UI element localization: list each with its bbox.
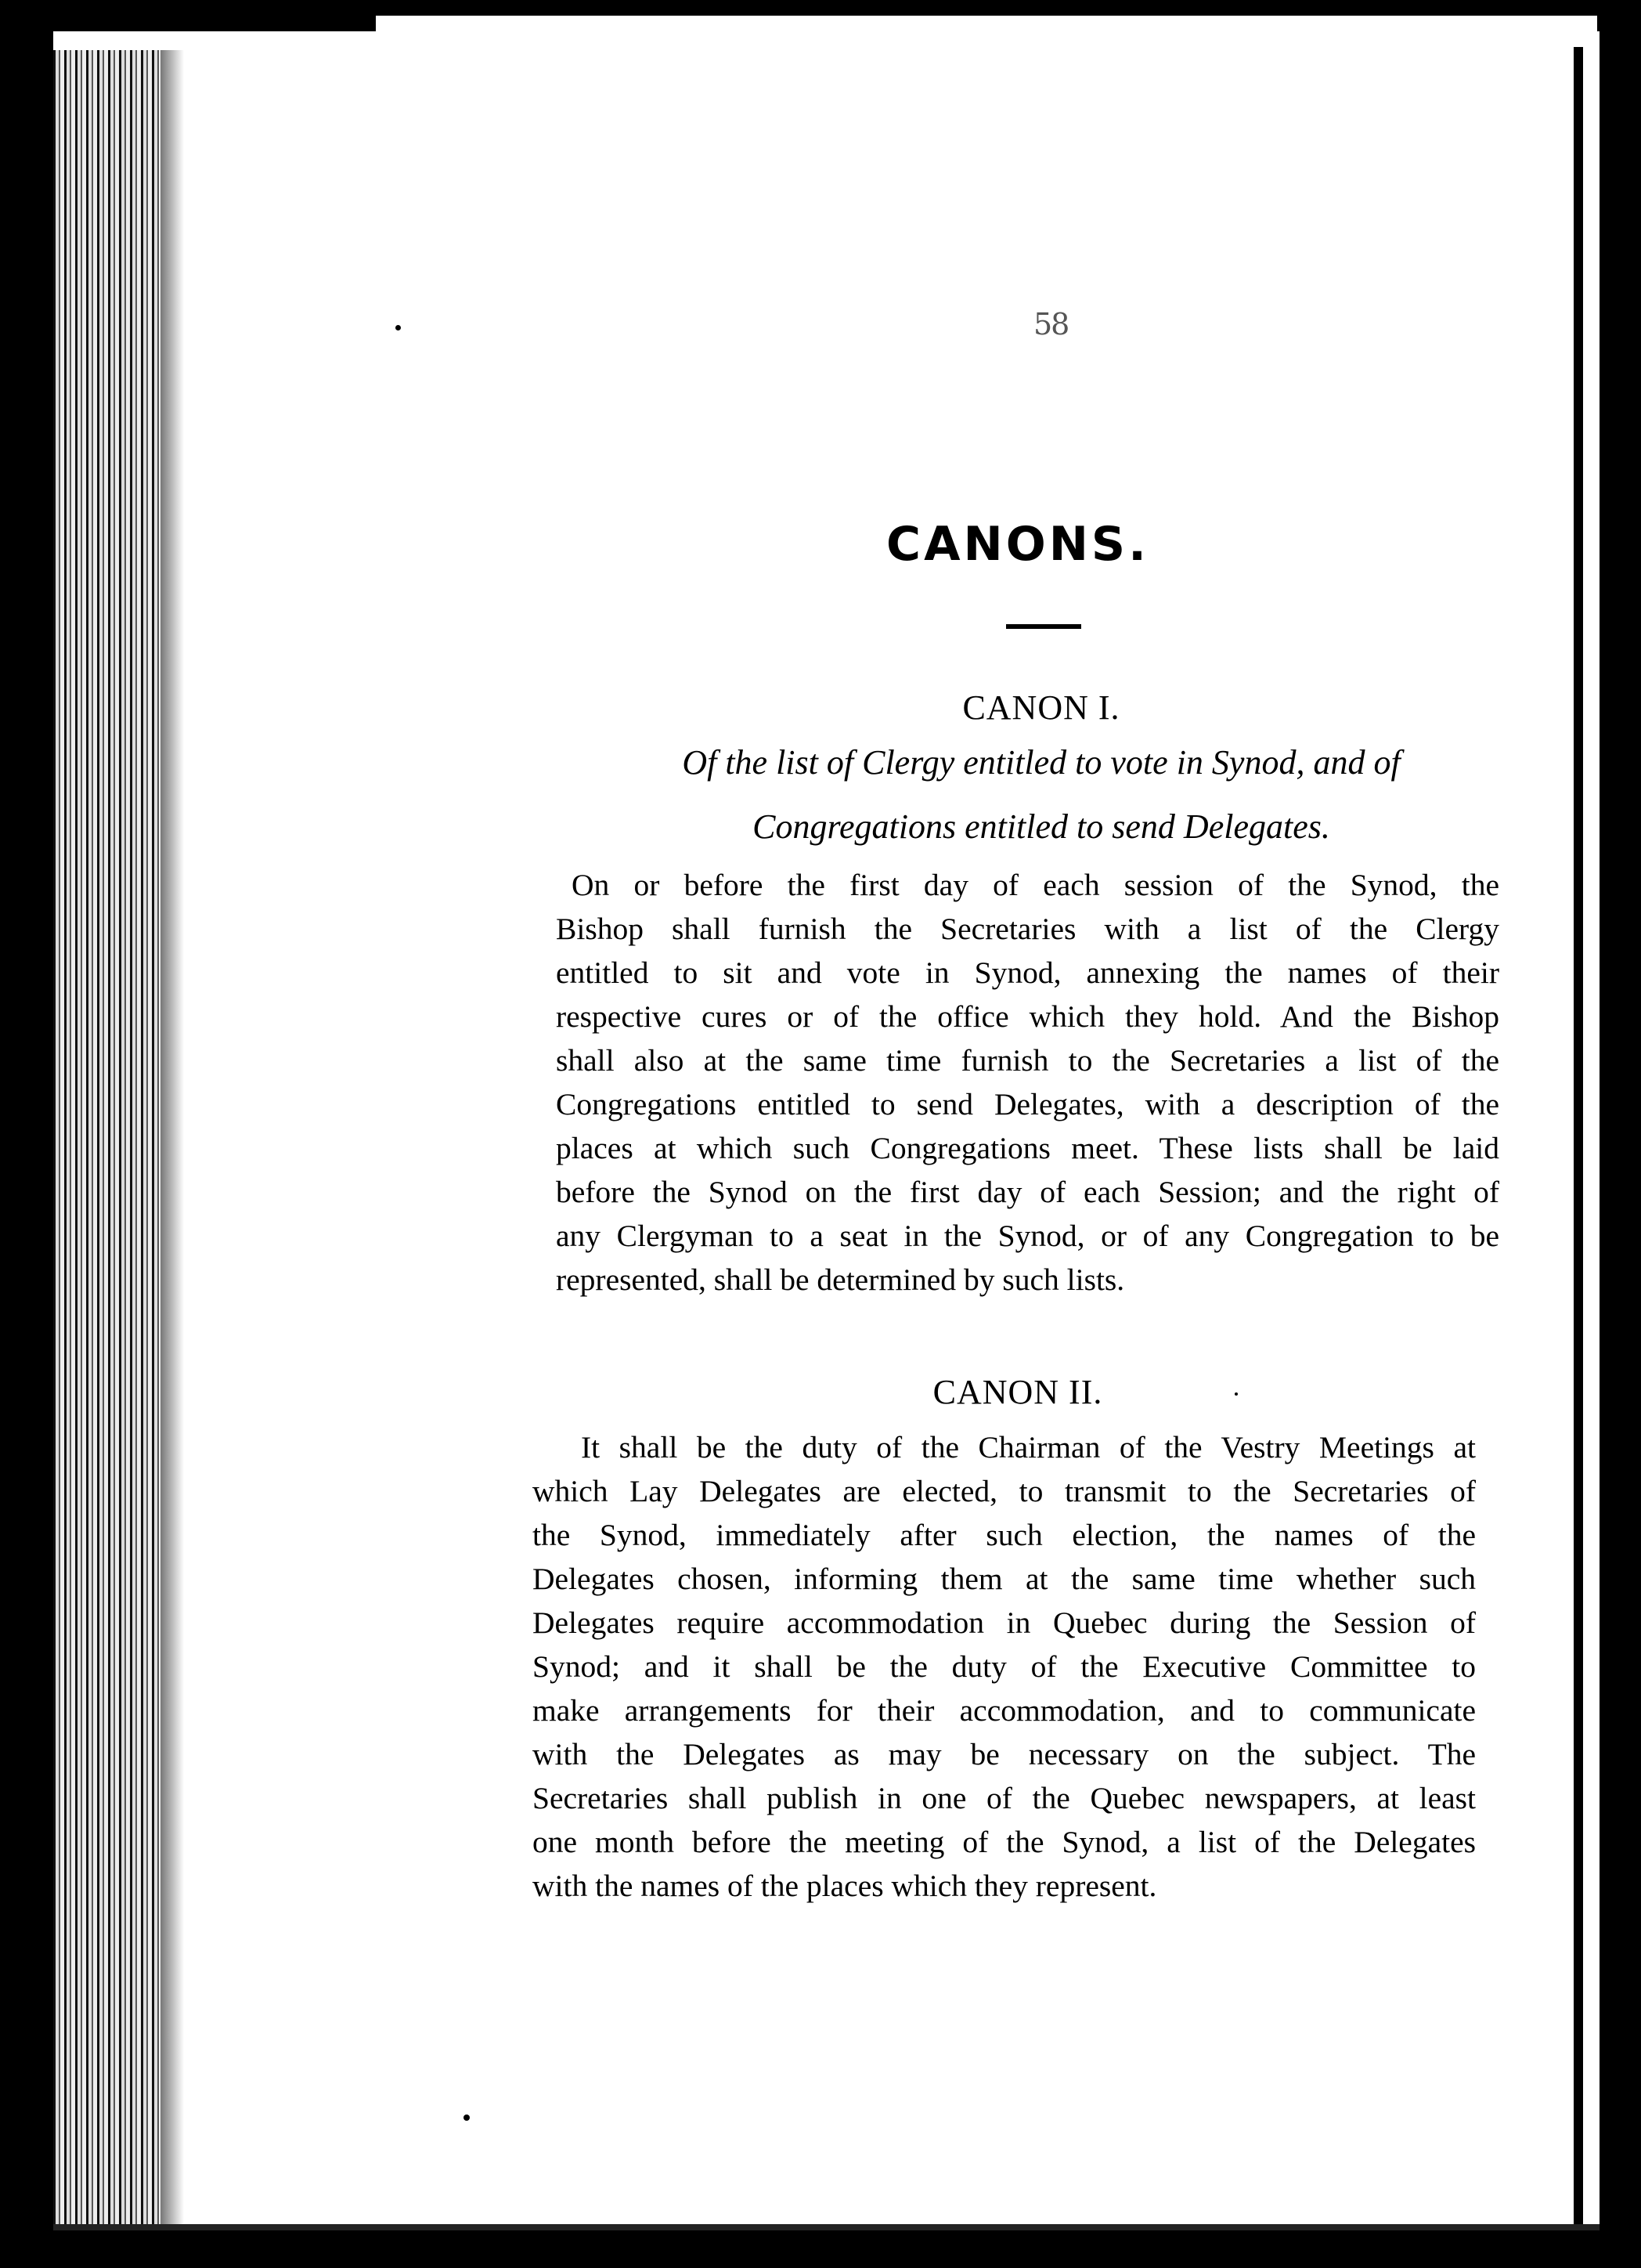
text-line: one month before the meeting of the Synod, a list of the Delegates <box>532 1825 1476 1859</box>
scan-speck <box>463 2115 470 2121</box>
text-line: make arrangements for their accommodation, and to communicate <box>532 1693 1476 1728</box>
canon-1-paragraph <box>556 863 1499 1302</box>
canon-1-heading: CANON I. <box>962 688 1120 727</box>
text-line: entitled to sit and vote in Synod, annexing the names of their <box>556 955 1499 990</box>
text-line: before the Synod on the first day of each Session; and the right of <box>556 1175 1499 1209</box>
canon-1-subtitle-line: Of the list of Clergy entitled to vote in Synod, and of <box>682 743 1401 782</box>
text-line: Delegates require accommodation in Quebec during the Session of <box>532 1605 1476 1640</box>
canon-1-subtitle-line: Congregations entitled to send Delegates. <box>752 807 1330 846</box>
page-bottom-edge <box>53 2224 1600 2230</box>
text-line: places at which such Congregations meet. These lists shall be laid <box>556 1131 1499 1165</box>
text-line: with the names of the places which they represent. <box>532 1869 1157 1903</box>
text-line: Delegates chosen, informing them at the same time whether such <box>532 1562 1476 1596</box>
text-line: any Clergyman to a seat in the Synod, or of any Congregation to be <box>556 1219 1499 1253</box>
page-number: 58 <box>1033 307 1069 341</box>
text-line: Synod; and it shall be the duty of the Executive Committee to <box>532 1649 1476 1684</box>
scan-speck <box>395 325 401 330</box>
page-top-strip <box>376 16 1597 63</box>
text-line: with the Delegates as may be necessary on the subject. The <box>532 1737 1476 1771</box>
text-line: Secretaries shall publish in one of the Quebec newspapers, at least <box>532 1781 1476 1815</box>
canon-2-heading: CANON II. <box>932 1373 1103 1411</box>
title-rule <box>1006 624 1081 629</box>
text-line: which Lay Delegates are elected, to transmit to the Secretaries of <box>532 1474 1476 1508</box>
text-line: represented, shall be determined by such lists. <box>556 1262 1125 1297</box>
text-line: the Synod, immediately after such election, the names of the <box>532 1518 1476 1552</box>
page-title: CANONS. <box>886 517 1149 572</box>
text-line: Congregations entitled to send Delegates, with a description of the <box>556 1087 1499 1121</box>
canon-2-paragraph <box>532 1425 1476 1908</box>
text-line: Bishop shall furnish the Secretaries with a list of the Clergy <box>556 912 1499 946</box>
text-line: On or before the first day of each session of the Synod, the <box>572 868 1499 902</box>
book-page-edges <box>53 50 171 2227</box>
page-edges-fade <box>160 50 184 2227</box>
text-line: respective cures or of the office which they hold. And the Bishop <box>556 999 1499 1034</box>
text-line: It shall be the duty of the Chairman of the Vestry Meetings at <box>581 1430 1476 1464</box>
text-line: shall also at the same time furnish to the Secretaries a list of the <box>556 1043 1499 1078</box>
page-right-edge <box>1574 47 1583 2224</box>
